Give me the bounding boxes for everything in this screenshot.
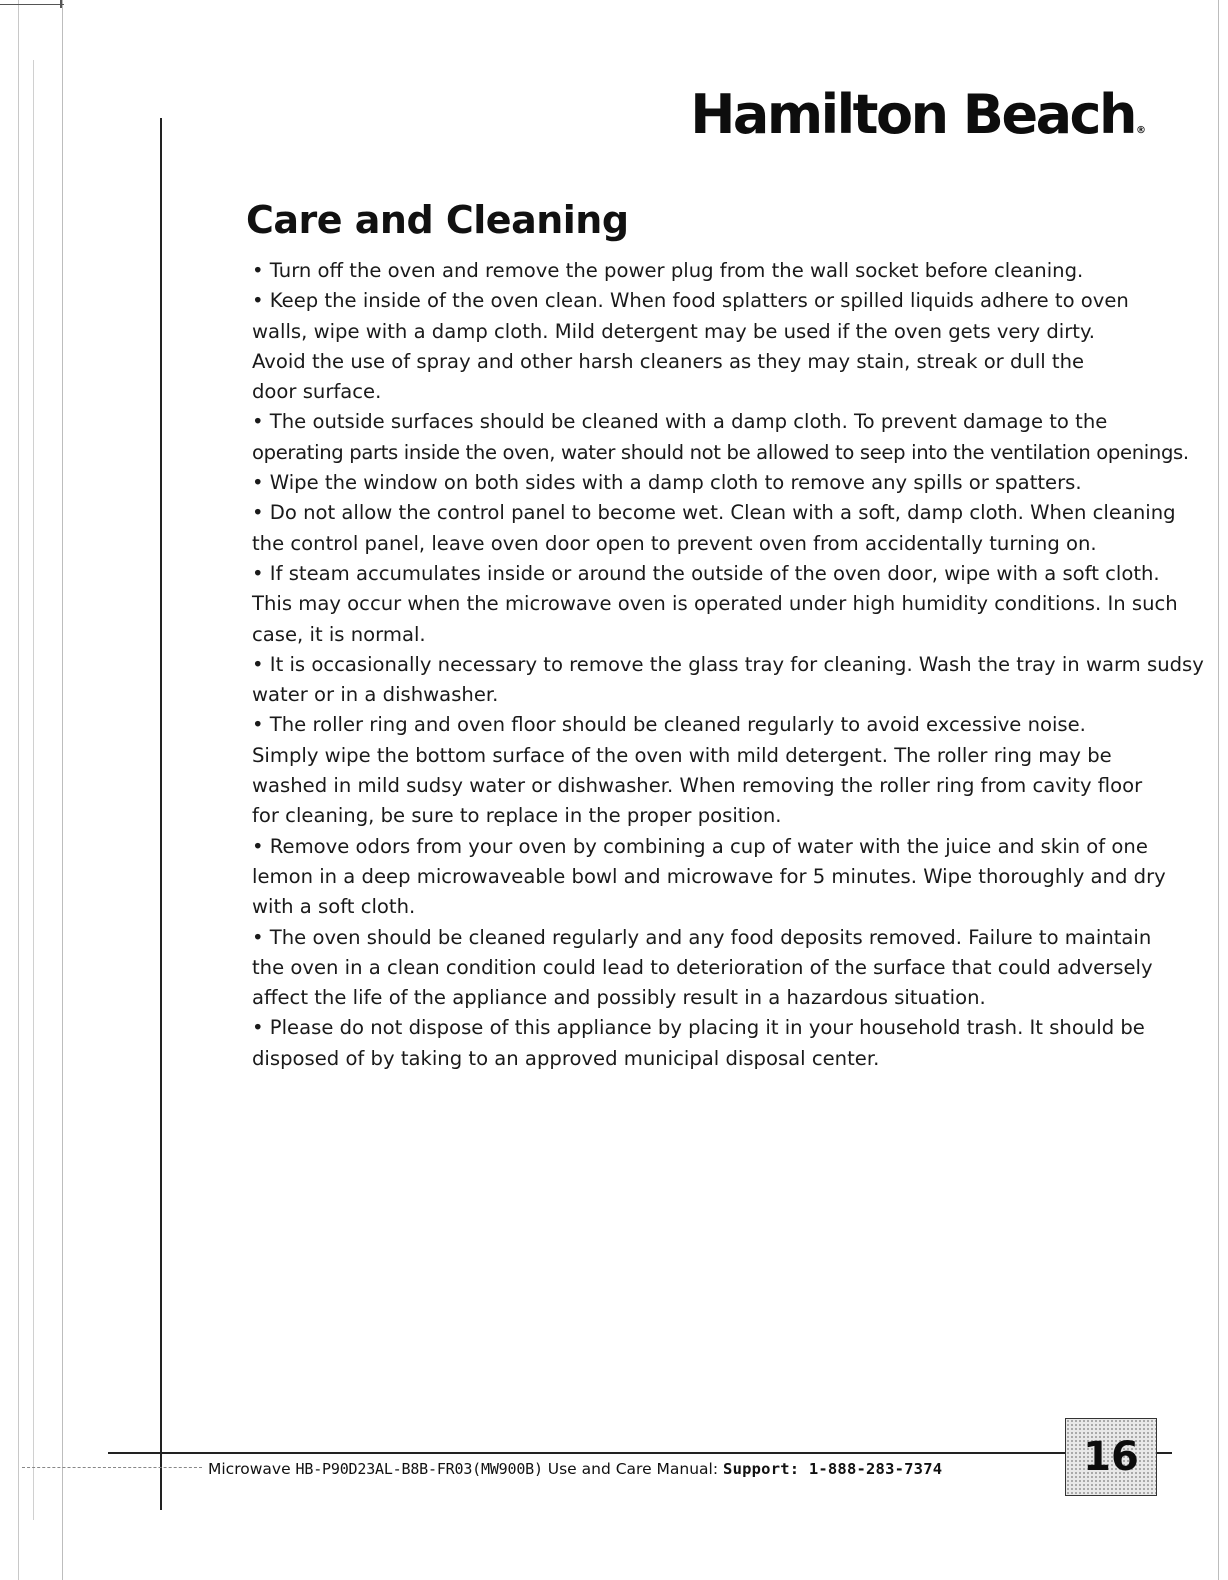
instruction-item xyxy=(252,468,1222,498)
instruction-line: disposed of by taking to an approved municipal disposal center. xyxy=(252,1046,880,1070)
instruction-item xyxy=(252,559,1222,650)
footer-product-word: Microwave xyxy=(208,1460,291,1478)
instruction-line: the control panel, leave oven door open to prevent oven from accidentally turning on. xyxy=(252,531,1097,555)
instruction-line: the oven in a clean condition could lead to deterioration of the surface that could adversely xyxy=(252,955,1153,979)
instruction-item xyxy=(252,1013,1222,1074)
left-margin-rule xyxy=(160,118,162,1510)
footer-model: HB-P90D23AL-B8B-FR03(MW900B) xyxy=(295,1460,543,1478)
page-number-box xyxy=(1065,1418,1157,1496)
instruction-line: • Turn off the oven and remove the power plug from the wall socket before cleaning. xyxy=(252,259,1084,282)
instruction-line: This may occur when the microwave oven is operated under high humidity conditions. In such xyxy=(252,592,1178,616)
instruction-item xyxy=(252,286,1222,407)
instruction-line: • It is occasionally necessary to remove the glass tray for cleaning. Wash the tray in warm sudsy xyxy=(252,652,1204,676)
instruction-line: Avoid the use of spray and other harsh cleaners as they may stain, streak or dull the xyxy=(252,349,1085,373)
instruction-line: case, it is normal. xyxy=(252,622,426,646)
scan-edge-tick xyxy=(60,0,62,8)
instruction-line: walls, wipe with a damp cloth. Mild detergent may be used if the oven gets very dirty. xyxy=(252,319,1095,343)
instruction-line: affect the life of the appliance and possibly result in a hazardous situation. xyxy=(252,986,986,1010)
scan-edge-tick xyxy=(0,4,64,5)
instruction-line: • Do not allow the control panel to become wet. Clean with a soft, damp cloth. When cleaning xyxy=(252,501,1176,525)
instruction-item xyxy=(252,923,1222,1014)
instruction-line: with a soft cloth. xyxy=(252,895,416,919)
footer-manual-label: Use and Care Manual: xyxy=(547,1460,719,1478)
instruction-item xyxy=(252,832,1222,923)
scan-edge-line xyxy=(18,0,19,1580)
scan-edge-line xyxy=(33,60,34,1520)
instruction-line: • The roller ring and oven floor should be cleaned regularly to avoid excessive noise. xyxy=(252,713,1086,737)
instruction-item xyxy=(252,710,1222,831)
instruction-line: • Keep the inside of the oven clean. When food splatters or spilled liquids adhere to oven xyxy=(252,289,1129,313)
instruction-line: Simply wipe the bottom surface of the oven with mild detergent. The roller ring may be xyxy=(252,743,1112,767)
instruction-line: • If steam accumulates inside or around the outside of the oven door, wipe with a soft cloth. xyxy=(252,561,1160,585)
page-number: 16 xyxy=(1083,1434,1139,1480)
footer-support-phone: Support: 1-888-283-7374 xyxy=(723,1460,943,1478)
instruction-line: door surface. xyxy=(252,380,382,404)
instruction-line: lemon in a deep microwaveable bowl and microwave for 5 minutes. Wipe thoroughly and dry xyxy=(252,864,1166,888)
instruction-line: • Please do not dispose of this appliance by placing it in your household trash. It should be xyxy=(252,1016,1145,1040)
instruction-line: operating parts inside the oven, water should not be allowed to seep into the ventilation openings. xyxy=(252,440,1189,464)
footer-rule xyxy=(108,1452,1172,1454)
instruction-item xyxy=(252,407,1222,468)
scan-edge-line xyxy=(62,0,63,1580)
instruction-item xyxy=(252,650,1222,711)
instruction-item xyxy=(252,256,1222,286)
instruction-line: • The oven should be cleaned regularly and any food deposits removed. Failure to maintain xyxy=(252,925,1152,949)
cleaning-instructions xyxy=(252,256,1222,1074)
footer-dashed-rule xyxy=(22,1467,202,1469)
instruction-item xyxy=(252,498,1222,559)
instruction-line: water or in a dishwasher. xyxy=(252,683,499,707)
instruction-line: • Remove odors from your oven by combining a cup of water with the juice and skin of one xyxy=(252,834,1148,858)
instruction-line: • The outside surfaces should be cleaned with a damp cloth. To prevent damage to the xyxy=(252,410,1108,434)
page-title: Care and Cleaning xyxy=(246,198,629,242)
instruction-line: washed in mild sudsy water or dishwasher. When removing the roller ring from cavity floor xyxy=(252,774,1143,798)
footer xyxy=(208,1460,942,1478)
instruction-line: for cleaning, be sure to replace in the proper position. xyxy=(252,804,782,828)
instruction-line: • Wipe the window on both sides with a damp cloth to remove any spills or spatters. xyxy=(252,471,1082,495)
brand-logo xyxy=(690,83,1146,146)
brand-name: Hamilton Beach xyxy=(690,83,1135,146)
registered-mark: ® xyxy=(1136,125,1146,136)
